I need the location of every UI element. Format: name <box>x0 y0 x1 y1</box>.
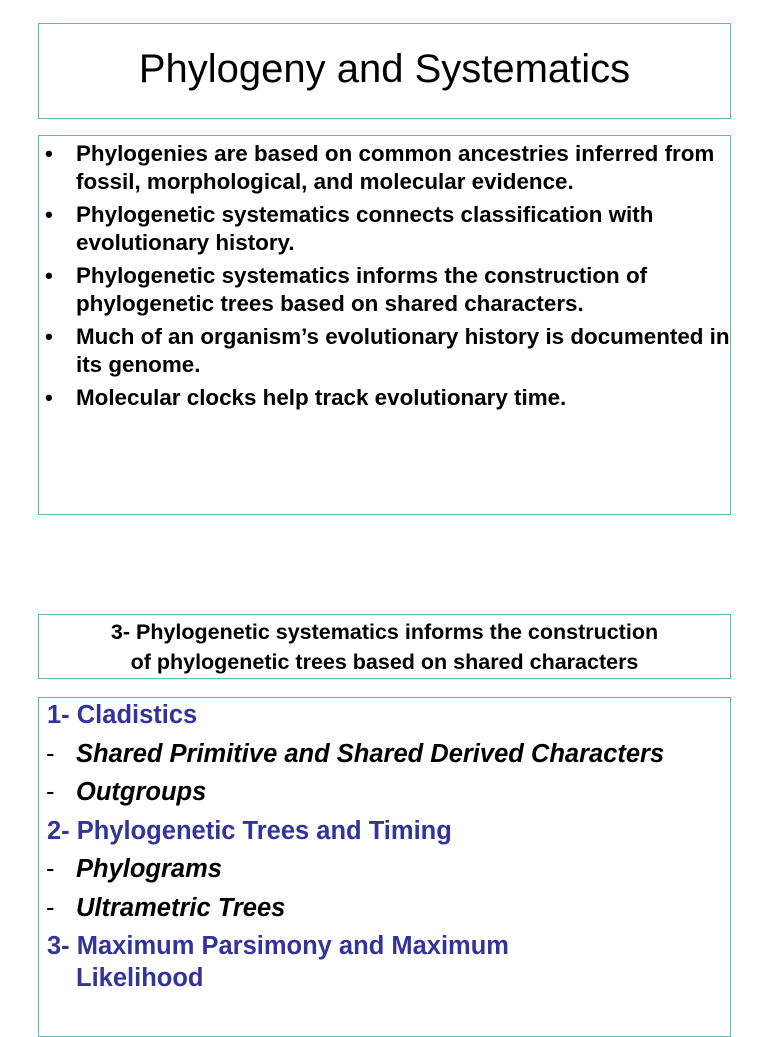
bullet-item <box>39 140 730 195</box>
bullet-marker: • <box>45 141 53 166</box>
bullet-item <box>39 201 730 256</box>
outline-heading-trees-timing: 2- Phylogenetic Trees and Timing <box>47 816 452 845</box>
section-subtitle-box <box>38 614 731 679</box>
outline-heading-cladistics: 1- Cladistics <box>47 701 198 729</box>
outline-item-ultrametric-trees <box>39 893 730 925</box>
dash-marker: - <box>46 739 55 768</box>
bullet-text: Molecular clocks help track evolutionary time. <box>76 385 567 410</box>
title-box <box>38 23 731 119</box>
heading-line-1: 3- Maximum Parsimony and Maximum <box>47 932 509 960</box>
bullet-marker: • <box>45 385 53 410</box>
outline-item-shared-characters <box>39 739 730 771</box>
bullet-marker: • <box>45 324 53 349</box>
outline-item-text: Ultrametric Trees <box>76 893 286 922</box>
outline-item-text: Phylograms <box>76 855 222 883</box>
bullet-text: Much of an organism’s evolutionary history is documented in its genome. <box>76 324 730 377</box>
bullet-text: Phylogenetic systematics informs the construction of phylogenetic trees based on shared characters. <box>76 263 648 316</box>
dash-marker: - <box>46 893 55 922</box>
bullet-marker: • <box>45 202 53 227</box>
bullet-text: Phylogenies are based on common ancestries inferred from fossil, morphological, and molecular evidence. <box>76 141 715 194</box>
section-subtitle <box>111 617 658 677</box>
bullet-list <box>39 140 730 412</box>
bullet-list-box <box>38 135 731 515</box>
outline-heading-parsimony-likelihood <box>39 931 730 994</box>
bullet-text: Phylogenetic systematics connects classification with evolutionary history. <box>76 202 654 255</box>
page-title: Phylogeny and Systematics <box>138 47 631 91</box>
outline-item-outgroups <box>39 777 730 809</box>
subtitle-line-2: of phylogenetic trees based on shared characters <box>130 649 639 674</box>
subtitle-line-1: 3- Phylogenetic systematics informs the construction <box>110 619 659 644</box>
outline-box <box>38 697 731 1037</box>
heading-line-2: Likelihood <box>76 963 204 992</box>
bullet-item <box>39 384 730 412</box>
outline-item-phylograms <box>39 854 730 886</box>
bullet-item <box>39 323 730 378</box>
outline-item-text: Outgroups <box>76 778 207 806</box>
outline-item-text: Shared Primitive and Shared Derived Characters <box>76 739 665 768</box>
dash-marker: - <box>46 778 55 806</box>
dash-marker: - <box>46 855 55 883</box>
bullet-item <box>39 262 730 317</box>
bullet-marker: • <box>45 263 53 288</box>
